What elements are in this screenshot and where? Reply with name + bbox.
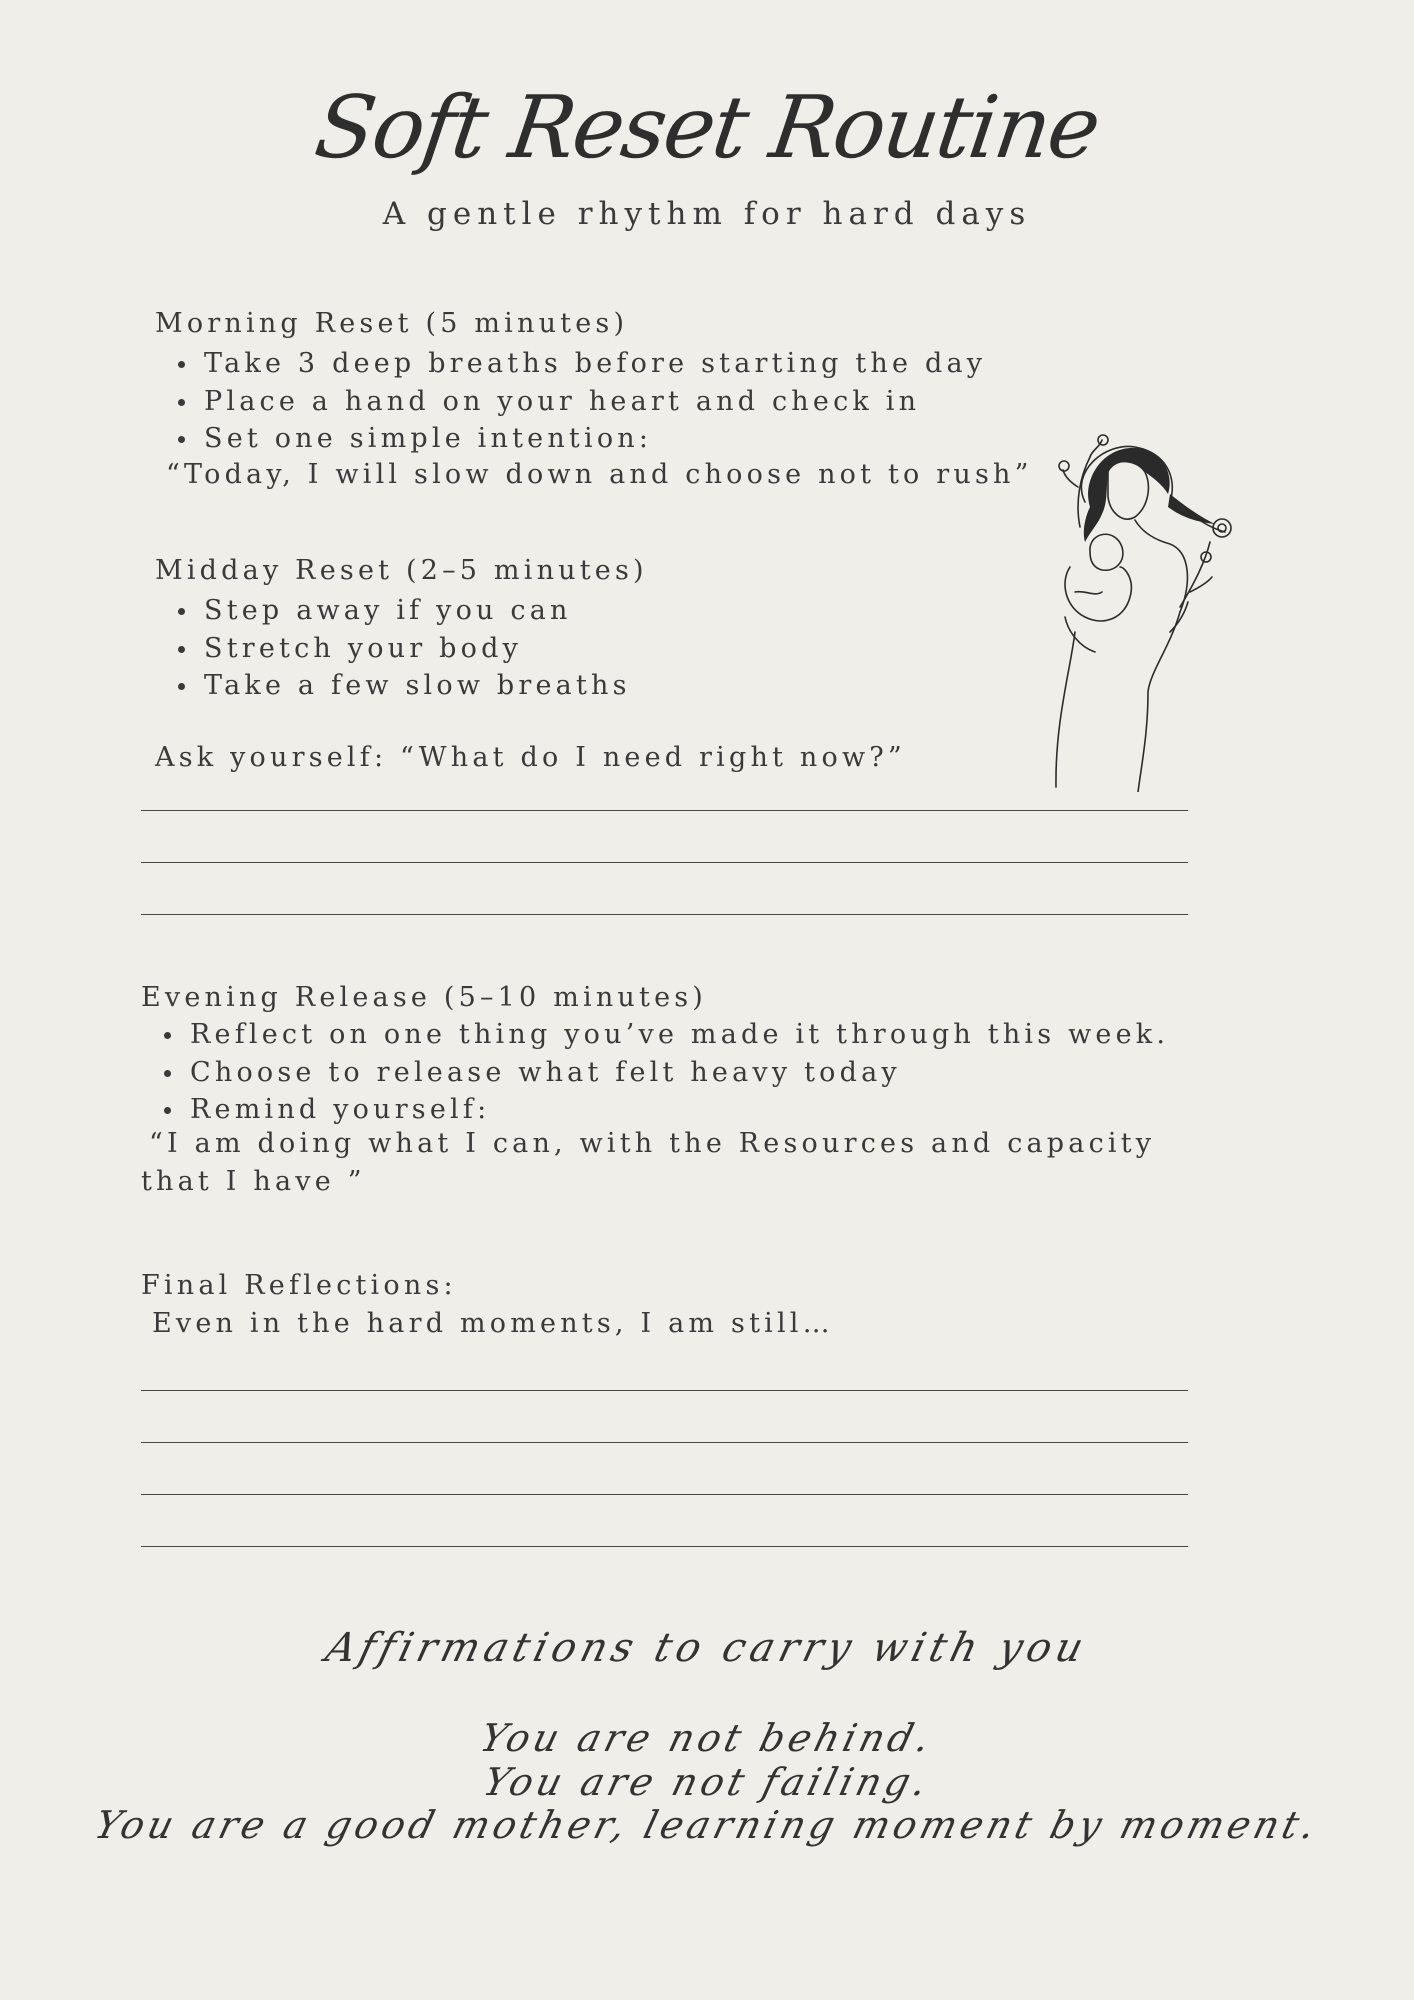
stem-outline bbox=[1090, 440, 1102, 457]
hair-strand-fill bbox=[1168, 494, 1215, 524]
affirmations-heading: Affirmations to carry with you bbox=[321, 1625, 1093, 1671]
midday-reset-heading: Midday Reset (2–5 minutes) bbox=[155, 555, 648, 586]
evening-quote-line-1: “I am doing what I can, with the Resources and capacity bbox=[149, 1128, 1156, 1159]
dress-right-outline bbox=[1138, 612, 1180, 792]
evening-release-heading: Evening Release (5–10 minutes) bbox=[141, 982, 708, 1013]
arm-outline bbox=[1075, 592, 1102, 594]
mother-holding-baby-icon bbox=[1030, 432, 1250, 792]
arm-outline bbox=[1065, 617, 1095, 652]
list-item: Remind yourself: bbox=[142, 1091, 1169, 1129]
writing-line[interactable] bbox=[141, 1546, 1188, 1547]
bullet-icon bbox=[178, 608, 185, 615]
morning-intention: “Today, I will slow down and choose not to rush” bbox=[166, 459, 1033, 490]
bullet-icon bbox=[164, 1032, 171, 1039]
bullet-icon bbox=[164, 1070, 171, 1077]
flower-bud-icon bbox=[1098, 435, 1108, 445]
list-item: Place a hand on your heart and check in bbox=[156, 383, 986, 421]
bullet-icon bbox=[178, 361, 185, 368]
list-item: Set one simple intention: bbox=[156, 420, 986, 458]
shoulder-outline bbox=[1135, 520, 1187, 612]
final-reflections-heading: Final Reflections: bbox=[141, 1270, 457, 1301]
list-item: Take a few slow breaths bbox=[156, 667, 631, 705]
page-subtitle: A gentle rhythm for hard days bbox=[382, 196, 1032, 232]
list-item: Step away if you can bbox=[156, 592, 631, 630]
list-item: Take 3 deep breaths before starting the day bbox=[156, 345, 986, 383]
affirmation-line: You are a good mother, learning moment by moment. bbox=[90, 1803, 1324, 1847]
writing-line[interactable] bbox=[141, 1390, 1188, 1391]
writing-line[interactable] bbox=[141, 1442, 1188, 1443]
flower-bud-icon bbox=[1059, 461, 1069, 471]
hair-fill bbox=[1084, 448, 1170, 542]
bullet-icon bbox=[178, 436, 185, 443]
writing-line[interactable] bbox=[141, 862, 1188, 863]
morning-reset-heading: Morning Reset (5 minutes) bbox=[155, 308, 629, 339]
page-title: Soft Reset Routine bbox=[309, 78, 1105, 178]
baby-head-outline bbox=[1090, 534, 1123, 570]
writing-line[interactable] bbox=[141, 1494, 1188, 1495]
writing-line[interactable] bbox=[141, 914, 1188, 915]
dress-left-outline bbox=[1056, 632, 1075, 787]
bullet-icon bbox=[178, 399, 185, 406]
midday-question: Ask yourself: “What do I need right now?” bbox=[155, 742, 906, 773]
affirmation-line: You are not behind. bbox=[475, 1716, 939, 1760]
final-reflections-prompt: Even in the hard moments, I am still… bbox=[152, 1308, 834, 1339]
midday-reset-list bbox=[156, 592, 631, 705]
affirmation-line: You are not failing. bbox=[478, 1760, 936, 1804]
evening-quote-line-2: that I have ” bbox=[141, 1166, 366, 1197]
face-outline bbox=[1108, 462, 1148, 519]
bullet-icon bbox=[178, 683, 185, 690]
bullet-icon bbox=[178, 646, 185, 653]
leaf-outline bbox=[1063, 470, 1078, 487]
bullet-icon bbox=[164, 1107, 171, 1114]
list-item: Stretch your body bbox=[156, 630, 631, 668]
morning-reset-list bbox=[156, 345, 986, 458]
list-item: Reflect on one thing you’ve made it through this week. bbox=[142, 1016, 1169, 1054]
evening-release-list bbox=[142, 1016, 1169, 1129]
writing-line[interactable] bbox=[141, 810, 1188, 811]
list-item: Choose to release what felt heavy today bbox=[142, 1054, 1169, 1092]
